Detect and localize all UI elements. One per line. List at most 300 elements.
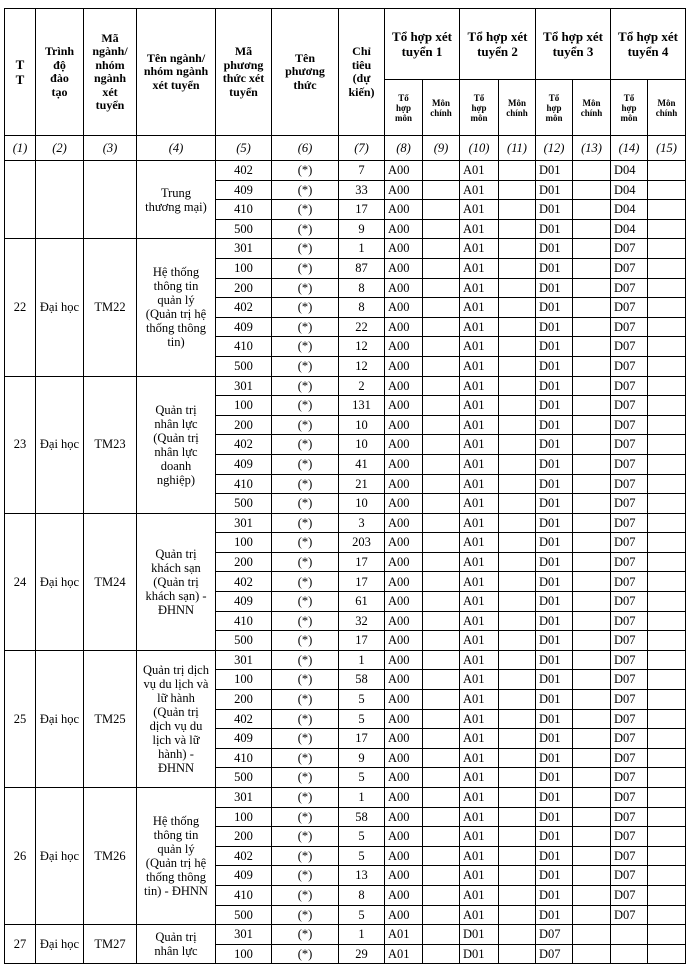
admission-table-page	[4, 8, 686, 964]
combo-2-subjects: A01	[460, 650, 499, 670]
combo-1-main	[423, 611, 460, 631]
combo-3-main	[573, 454, 611, 474]
combo-3-main	[573, 513, 611, 533]
combo-4-subjects: D07	[611, 494, 648, 514]
combo-2-main	[499, 454, 536, 474]
combo-2-subjects: A01	[460, 415, 499, 435]
method-code: 410	[216, 200, 272, 220]
combo-4-main	[648, 709, 686, 729]
combo-3-subjects: D01	[536, 239, 573, 259]
combo-2-main	[499, 298, 536, 318]
combo-2-main	[499, 807, 536, 827]
combo-1-main	[423, 317, 460, 337]
method-code: 409	[216, 317, 272, 337]
combo-1-main	[423, 219, 460, 239]
combo-2-main	[499, 905, 536, 925]
combo-2-main	[499, 258, 536, 278]
combo-3-main	[573, 356, 611, 376]
method-code: 500	[216, 494, 272, 514]
combo-3-main	[573, 494, 611, 514]
combo-1-subjects: A00	[385, 258, 423, 278]
method-name: (*)	[272, 317, 339, 337]
combo-2-subjects: A01	[460, 200, 499, 220]
table-row	[5, 650, 686, 670]
combo-4-main	[648, 670, 686, 690]
combo-2-subjects: A01	[460, 788, 499, 808]
combo-3-main	[573, 866, 611, 886]
combo-1-main	[423, 866, 460, 886]
method-code: 301	[216, 513, 272, 533]
combo-2-subjects: A01	[460, 219, 499, 239]
combo-1-subjects: A00	[385, 905, 423, 925]
combo-4-subjects: D07	[611, 454, 648, 474]
combo-3-main	[573, 298, 611, 318]
method-code: 301	[216, 788, 272, 808]
header-combo-2-subjects: Tổ hợp môn	[460, 80, 499, 136]
combo-3-subjects: D01	[536, 729, 573, 749]
combo-4-main	[648, 944, 686, 964]
combo-2-main	[499, 827, 536, 847]
combo-4-main	[648, 513, 686, 533]
method-code: 409	[216, 592, 272, 612]
major-name	[137, 239, 216, 376]
combo-3-subjects: D01	[536, 454, 573, 474]
table-row	[5, 513, 686, 533]
row-tt: 22	[5, 239, 36, 376]
combo-4-subjects	[611, 944, 648, 964]
combo-2-main	[499, 690, 536, 710]
row-tt: 23	[5, 376, 36, 513]
quota: 3	[339, 513, 385, 533]
method-name: (*)	[272, 258, 339, 278]
combo-3-subjects: D01	[536, 298, 573, 318]
combo-1-main	[423, 161, 460, 181]
quota: 8	[339, 885, 385, 905]
combo-4-subjects: D07	[611, 885, 648, 905]
combo-2-subjects: A01	[460, 435, 499, 455]
method-code: 100	[216, 670, 272, 690]
major-code: TM27	[84, 925, 137, 964]
combo-4-main	[648, 219, 686, 239]
combo-2-main	[499, 513, 536, 533]
combo-2-subjects: A01	[460, 592, 499, 612]
column-number: (2)	[36, 136, 84, 161]
combo-3-main	[573, 670, 611, 690]
table-row	[5, 161, 686, 181]
combo-2-main	[499, 161, 536, 181]
combo-1-main	[423, 298, 460, 318]
combo-1-subjects: A00	[385, 435, 423, 455]
combo-4-subjects: D07	[611, 278, 648, 298]
combo-4-main	[648, 337, 686, 357]
combo-3-main	[573, 376, 611, 396]
combo-4-main	[648, 572, 686, 592]
combo-3-main	[573, 709, 611, 729]
combo-1-subjects: A00	[385, 572, 423, 592]
combo-1-subjects: A00	[385, 474, 423, 494]
combo-1-subjects: A00	[385, 180, 423, 200]
combo-3-subjects: D07	[536, 944, 573, 964]
combo-1-main	[423, 885, 460, 905]
method-name: (*)	[272, 552, 339, 572]
combo-4-main	[648, 905, 686, 925]
combo-1-main	[423, 552, 460, 572]
combo-2-subjects: A01	[460, 768, 499, 788]
combo-4-main	[648, 474, 686, 494]
combo-1-main	[423, 396, 460, 416]
combo-4-subjects: D07	[611, 239, 648, 259]
combo-3-main	[573, 474, 611, 494]
quota: 17	[339, 631, 385, 651]
combo-4-main	[648, 611, 686, 631]
combo-4-main	[648, 729, 686, 749]
combo-2-main	[499, 533, 536, 553]
combo-2-main	[499, 885, 536, 905]
method-code: 100	[216, 258, 272, 278]
major-code: TM24	[84, 513, 137, 650]
combo-1-subjects: A00	[385, 846, 423, 866]
combo-3-subjects: D01	[536, 219, 573, 239]
method-code: 409	[216, 454, 272, 474]
combo-4-subjects: D07	[611, 337, 648, 357]
combo-2-subjects: A01	[460, 807, 499, 827]
method-code: 402	[216, 572, 272, 592]
combo-4-subjects: D07	[611, 435, 648, 455]
combo-2-subjects: A01	[460, 905, 499, 925]
combo-4-subjects: D07	[611, 396, 648, 416]
combo-4-main	[648, 592, 686, 612]
combo-3-main	[573, 219, 611, 239]
quota: 17	[339, 729, 385, 749]
combo-1-main	[423, 631, 460, 651]
quota: 5	[339, 905, 385, 925]
combo-4-subjects: D07	[611, 690, 648, 710]
combo-1-main	[423, 435, 460, 455]
combo-3-main	[573, 396, 611, 416]
column-number: (5)	[216, 136, 272, 161]
quota: 13	[339, 866, 385, 886]
combo-3-subjects: D01	[536, 768, 573, 788]
combo-2-subjects: A01	[460, 885, 499, 905]
combo-2-main	[499, 846, 536, 866]
combo-4-subjects: D07	[611, 317, 648, 337]
combo-3-subjects: D01	[536, 631, 573, 651]
combo-1-subjects: A00	[385, 494, 423, 514]
method-name: (*)	[272, 631, 339, 651]
method-name: (*)	[272, 729, 339, 749]
combo-3-main	[573, 258, 611, 278]
combo-2-main	[499, 788, 536, 808]
combo-1-subjects: A00	[385, 317, 423, 337]
combo-1-main	[423, 415, 460, 435]
combo-2-main	[499, 219, 536, 239]
combo-2-subjects: A01	[460, 454, 499, 474]
row-tt: 26	[5, 788, 36, 925]
training-level: Đại học	[36, 925, 84, 964]
combo-4-subjects	[611, 925, 648, 945]
combo-1-main	[423, 592, 460, 612]
combo-2-main	[499, 552, 536, 572]
training-level: Đại học	[36, 376, 84, 513]
quota: 10	[339, 415, 385, 435]
header-quota: Chỉ tiêu (dự kiến)	[339, 9, 385, 136]
combo-2-main	[499, 239, 536, 259]
quota: 9	[339, 748, 385, 768]
combo-4-subjects: D07	[611, 474, 648, 494]
combo-3-subjects: D01	[536, 415, 573, 435]
combo-3-subjects: D01	[536, 709, 573, 729]
combo-2-main	[499, 592, 536, 612]
method-code: 410	[216, 474, 272, 494]
combo-4-subjects: D07	[611, 298, 648, 318]
method-name: (*)	[272, 513, 339, 533]
combo-2-main	[499, 317, 536, 337]
quota: 58	[339, 670, 385, 690]
combo-3-main	[573, 572, 611, 592]
major-name	[137, 376, 216, 513]
method-name: (*)	[272, 219, 339, 239]
combo-1-subjects: A00	[385, 552, 423, 572]
method-code: 100	[216, 396, 272, 416]
combo-4-main	[648, 278, 686, 298]
combo-3-subjects: D01	[536, 885, 573, 905]
combo-3-subjects: D01	[536, 533, 573, 553]
combo-3-subjects: D01	[536, 611, 573, 631]
combo-4-subjects: D07	[611, 415, 648, 435]
combo-2-subjects: A01	[460, 317, 499, 337]
combo-2-main	[499, 748, 536, 768]
combo-3-main	[573, 180, 611, 200]
method-code: 200	[216, 827, 272, 847]
combo-2-subjects: A01	[460, 180, 499, 200]
combo-4-main	[648, 415, 686, 435]
combo-1-subjects: A00	[385, 807, 423, 827]
combo-1-main	[423, 356, 460, 376]
combo-2-main	[499, 650, 536, 670]
combo-3-subjects: D01	[536, 905, 573, 925]
combo-1-subjects: A00	[385, 200, 423, 220]
combo-1-subjects: A00	[385, 161, 423, 181]
method-code: 410	[216, 337, 272, 357]
combo-2-subjects: A01	[460, 866, 499, 886]
method-name: (*)	[272, 356, 339, 376]
training-level: Đại học	[36, 239, 84, 376]
combo-2-subjects: A01	[460, 827, 499, 847]
header-major-code: Mã ngành/ nhóm ngành xét tuyển	[84, 9, 137, 136]
combo-1-subjects: A00	[385, 631, 423, 651]
combo-1-subjects: A00	[385, 690, 423, 710]
combo-4-subjects: D07	[611, 572, 648, 592]
combo-2-main	[499, 396, 536, 416]
combo-3-subjects: D01	[536, 592, 573, 612]
combo-1-subjects: A00	[385, 670, 423, 690]
combo-2-main	[499, 670, 536, 690]
combo-4-subjects: D07	[611, 258, 648, 278]
combo-2-main	[499, 925, 536, 945]
combo-1-subjects: A01	[385, 944, 423, 964]
method-name: (*)	[272, 533, 339, 553]
combo-2-main	[499, 415, 536, 435]
combo-3-main	[573, 435, 611, 455]
header-major-name: Tên ngành/ nhóm ngành xét tuyển	[137, 9, 216, 136]
combo-1-main	[423, 846, 460, 866]
combo-3-main	[573, 200, 611, 220]
combo-1-main	[423, 474, 460, 494]
method-name: (*)	[272, 415, 339, 435]
quota: 32	[339, 611, 385, 631]
quota: 8	[339, 298, 385, 318]
method-name: (*)	[272, 788, 339, 808]
combo-4-main	[648, 356, 686, 376]
header-combo-3: Tổ hợp xét tuyển 3	[536, 9, 611, 80]
major-code	[84, 161, 137, 239]
combo-3-main	[573, 552, 611, 572]
combo-1-main	[423, 200, 460, 220]
combo-1-subjects: A00	[385, 533, 423, 553]
row-tt: 24	[5, 513, 36, 650]
combo-1-main	[423, 690, 460, 710]
combo-2-subjects: A01	[460, 846, 499, 866]
column-number-row	[5, 136, 686, 161]
combo-4-main	[648, 552, 686, 572]
quota: 12	[339, 337, 385, 357]
combo-1-subjects: A00	[385, 513, 423, 533]
combo-1-subjects: A00	[385, 278, 423, 298]
combo-1-subjects: A00	[385, 768, 423, 788]
combo-2-subjects: A01	[460, 494, 499, 514]
combo-4-main	[648, 650, 686, 670]
method-name: (*)	[272, 944, 339, 964]
combo-3-main	[573, 690, 611, 710]
quota: 1	[339, 650, 385, 670]
method-code: 500	[216, 631, 272, 651]
method-code: 301	[216, 925, 272, 945]
quota: 58	[339, 807, 385, 827]
combo-4-subjects: D07	[611, 356, 648, 376]
major-code: TM22	[84, 239, 137, 376]
combo-2-subjects: A01	[460, 533, 499, 553]
quota: 17	[339, 552, 385, 572]
combo-2-subjects: A01	[460, 376, 499, 396]
combo-1-main	[423, 729, 460, 749]
major-name-text: Quản trị dịch vụ du lịch và lữ hành (Quản trị dịch vụ du lịch và lữ hành) - ĐHNN	[143, 662, 209, 775]
combo-4-subjects: D07	[611, 592, 648, 612]
training-level: Đại học	[36, 788, 84, 925]
combo-3-subjects: D01	[536, 494, 573, 514]
column-number: (12)	[536, 136, 573, 161]
combo-1-subjects: A00	[385, 748, 423, 768]
header-combo-3-subjects: Tổ hợp môn	[536, 80, 573, 136]
combo-1-main	[423, 709, 460, 729]
header-training-level: Trình độ đào tạo	[36, 9, 84, 136]
quota: 12	[339, 356, 385, 376]
method-name: (*)	[272, 298, 339, 318]
method-code: 402	[216, 298, 272, 318]
method-name: (*)	[272, 690, 339, 710]
combo-4-main	[648, 161, 686, 181]
combo-4-subjects: D07	[611, 611, 648, 631]
combo-2-main	[499, 337, 536, 357]
combo-2-subjects: A01	[460, 239, 499, 259]
combo-1-subjects: A00	[385, 454, 423, 474]
header-combo-4-main: Môn chính	[648, 80, 686, 136]
row-tt: 27	[5, 925, 36, 964]
combo-2-subjects: A01	[460, 258, 499, 278]
major-name-text: Quản trị nhân lực	[154, 930, 198, 959]
combo-1-subjects: A00	[385, 356, 423, 376]
combo-3-main	[573, 905, 611, 925]
quota: 10	[339, 494, 385, 514]
combo-3-main	[573, 239, 611, 259]
combo-1-main	[423, 768, 460, 788]
method-name: (*)	[272, 807, 339, 827]
combo-4-main	[648, 454, 686, 474]
row-tt	[5, 161, 36, 239]
combo-3-subjects: D01	[536, 846, 573, 866]
method-code: 301	[216, 650, 272, 670]
combo-3-main	[573, 768, 611, 788]
method-name: (*)	[272, 454, 339, 474]
combo-4-subjects: D07	[611, 709, 648, 729]
column-number: (3)	[84, 136, 137, 161]
combo-1-subjects: A00	[385, 827, 423, 847]
combo-3-subjects: D01	[536, 200, 573, 220]
combo-4-subjects: D07	[611, 768, 648, 788]
combo-1-subjects: A01	[385, 925, 423, 945]
combo-3-subjects: D01	[536, 376, 573, 396]
combo-2-main	[499, 768, 536, 788]
combo-3-subjects: D07	[536, 925, 573, 945]
quota: 203	[339, 533, 385, 553]
method-name: (*)	[272, 200, 339, 220]
training-level: Đại học	[36, 513, 84, 650]
method-code: 500	[216, 905, 272, 925]
major-name-text: Hệ thống thông tin quản lý (Quản trị hệ thống thông tin)	[145, 265, 207, 350]
table-row	[5, 788, 686, 808]
combo-2-subjects: A01	[460, 670, 499, 690]
combo-1-main	[423, 670, 460, 690]
table-row	[5, 239, 686, 259]
combo-2-subjects: A01	[460, 572, 499, 592]
combo-3-subjects: D01	[536, 396, 573, 416]
method-name: (*)	[272, 709, 339, 729]
column-number: (1)	[5, 136, 36, 161]
combo-3-subjects: D01	[536, 258, 573, 278]
method-name: (*)	[272, 239, 339, 259]
combo-2-subjects: A01	[460, 729, 499, 749]
method-name: (*)	[272, 905, 339, 925]
method-code: 100	[216, 944, 272, 964]
column-number: (4)	[137, 136, 216, 161]
quota: 17	[339, 200, 385, 220]
combo-4-main	[648, 298, 686, 318]
combo-4-main	[648, 631, 686, 651]
method-code: 410	[216, 885, 272, 905]
header-combo-3-main: Môn chính	[573, 80, 611, 136]
combo-3-main	[573, 748, 611, 768]
combo-2-main	[499, 494, 536, 514]
method-code: 200	[216, 552, 272, 572]
combo-4-main	[648, 258, 686, 278]
method-code: 410	[216, 748, 272, 768]
method-name: (*)	[272, 161, 339, 181]
combo-1-subjects: A00	[385, 376, 423, 396]
training-level	[36, 161, 84, 239]
combo-4-subjects: D07	[611, 513, 648, 533]
combo-4-main	[648, 180, 686, 200]
combo-4-main	[648, 768, 686, 788]
combo-3-subjects: D01	[536, 670, 573, 690]
